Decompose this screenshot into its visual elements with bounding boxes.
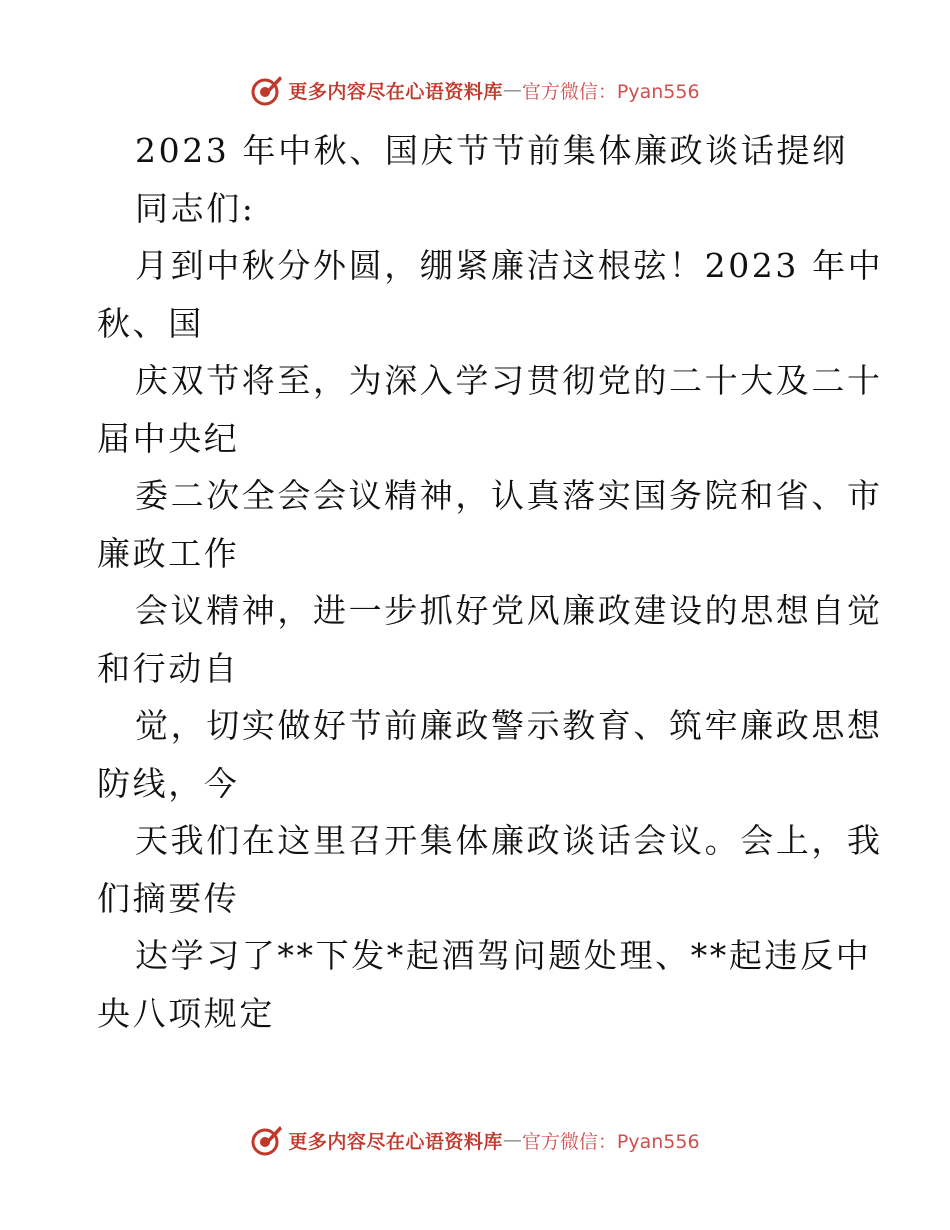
document-body xyxy=(97,122,884,1042)
body-line: 届中央纪 xyxy=(97,418,240,458)
footer-banner xyxy=(0,1120,950,1160)
body-line: 委二次全会会议精神，认真落实国务院和省、市 xyxy=(135,476,883,515)
banner-dash: — xyxy=(502,79,522,101)
salutation: 同志们: xyxy=(135,188,256,228)
quill-circle-icon xyxy=(250,73,284,107)
banner-wechat-text: 官方微信：Pyan556 xyxy=(521,1130,700,1153)
body-line: 廉政工作 xyxy=(97,533,240,573)
body-line: 天我们在这里召开集体廉政谈话会议。会上，我 xyxy=(135,821,883,860)
body-line: 达学习了**下发*起酒驾问题处理、**起违反中 xyxy=(135,936,872,975)
banner-wechat-text: 官方微信：Pyan556 xyxy=(521,80,700,103)
body-line: 和行动自 xyxy=(97,648,240,688)
body-line: 觉，切实做好节前廉政警示教育、筑牢廉政思想 xyxy=(135,706,883,745)
body-line: 秋、国 xyxy=(97,303,204,343)
body-line: 央八项规定 xyxy=(97,993,275,1033)
banner-dash: — xyxy=(502,1129,522,1151)
body-line: 会议精神，进一步抓好党风廉政建设的思想自觉 xyxy=(135,591,883,630)
banner-main-text: 更多内容尽在心语资料库 xyxy=(288,1130,503,1153)
document-title: 2023 年中秋、国庆节节前集体廉政谈话提纲 xyxy=(135,131,848,170)
body-line: 月到中秋分外圆，绷紧廉洁这根弦！2023 年中 xyxy=(135,246,884,285)
body-line: 防线，今 xyxy=(97,763,240,803)
banner-main-text: 更多内容尽在心语资料库 xyxy=(288,80,503,103)
body-line: 们摘要传 xyxy=(97,878,240,918)
quill-circle-icon xyxy=(250,1123,284,1157)
header-banner xyxy=(0,70,950,110)
body-line: 庆双节将至，为深入学习贯彻党的二十大及二十 xyxy=(135,361,883,400)
